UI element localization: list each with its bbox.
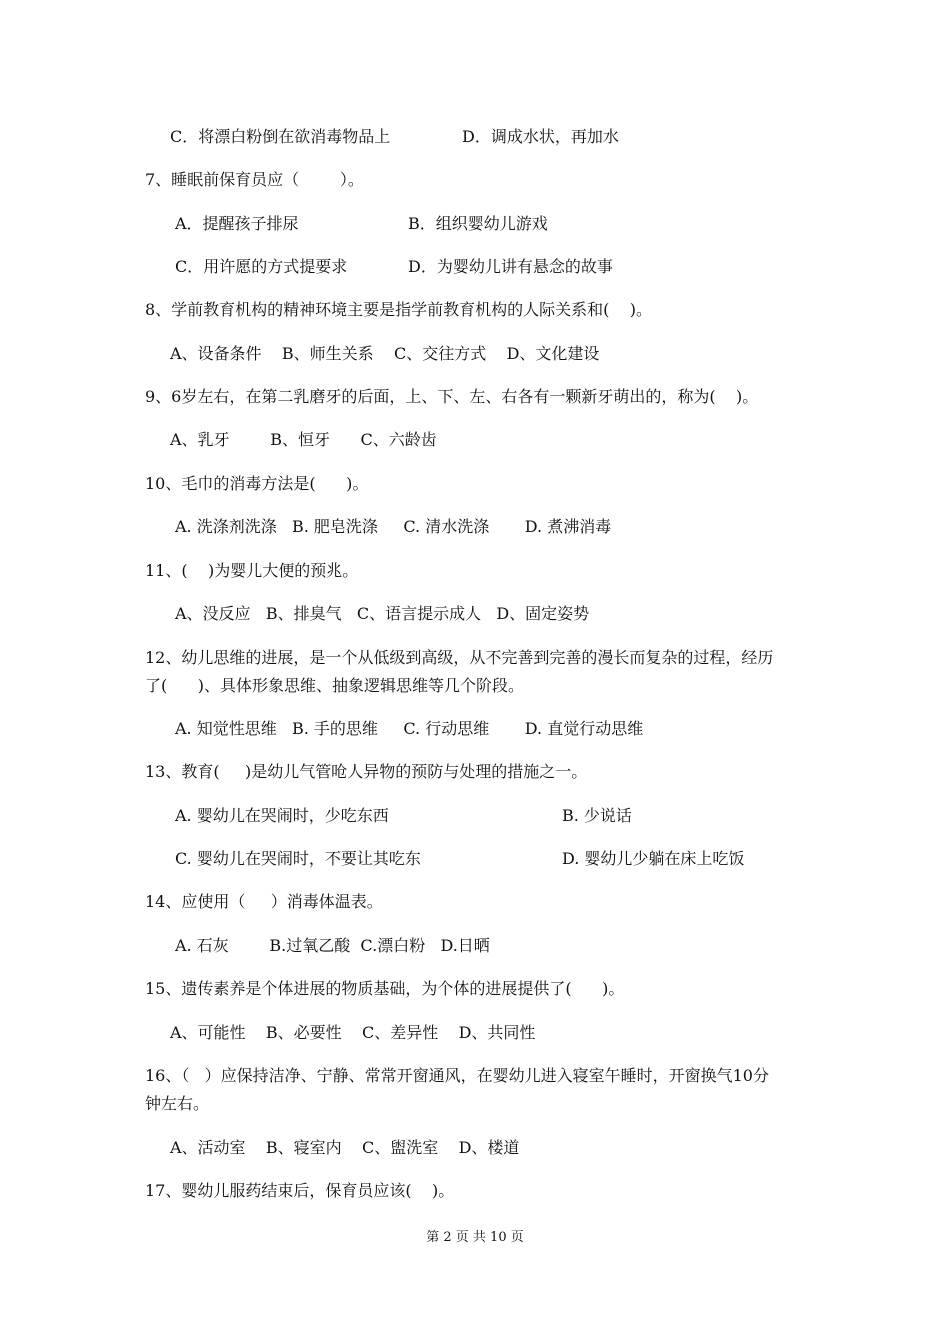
option-7a: A．提醒孩子排尿 <box>175 214 299 233</box>
option-13d: D. 婴幼儿少躺在床上吃饭 <box>562 849 745 868</box>
options-10: A. 洗涤剂洗涤 B. 肥皂洗涤 C. 清水洗涤 D. 煮沸消毒 <box>175 517 612 536</box>
question-8: 8、学前教育机构的精神环境主要是指学前教育机构的人际关系和( )。 <box>145 300 653 319</box>
option-7d: D．为婴幼儿讲有悬念的故事 <box>408 257 613 276</box>
options-14: A. 石灰 B.过氧乙酸 C.漂白粉 D.日晒 <box>175 936 490 955</box>
page-footer: 第 2 页 共 10 页 <box>426 1230 524 1245</box>
question-17: 17、婴幼儿服药结束后，保育员应该( )。 <box>145 1181 455 1200</box>
question-16-line2: 钟左右。 <box>145 1094 210 1113</box>
options-12: A. 知觉性思维 B. 手的思维 C. 行动思维 D. 直觉行动思维 <box>175 719 644 738</box>
question-7: 7、睡眠前保育员应（ ）。 <box>145 170 364 189</box>
options-11: A、没反应 B、排臭气 C、语言提示成人 D、固定姿势 <box>175 604 590 623</box>
option-13b: B. 少说话 <box>562 806 632 825</box>
options-16: A、活动室 B、寝室内 C、盥洗室 D、楼道 <box>170 1138 520 1157</box>
options-8: A、设备条件 B、师生关系 C、交往方式 D、文化建设 <box>170 344 600 363</box>
question-15: 15、遗传素养是个体进展的物质基础，为个体的进展提供了( )。 <box>145 979 625 998</box>
option-7b: B．组织婴幼儿游戏 <box>408 214 548 233</box>
option-6d: D．调成水状，再加水 <box>462 127 619 146</box>
question-13: 13、教育( )是幼儿气管呛人异物的预防与处理的措施之一。 <box>145 762 588 781</box>
options-9: A、乳牙 B、恒牙 C、六龄齿 <box>170 430 437 449</box>
question-14: 14、应使用（ ）消毒体温表。 <box>145 892 383 911</box>
option-13a: A. 婴幼儿在哭闹时，少吃东西 <box>175 806 389 825</box>
question-16-line1: 16、（ ）应保持洁净、宁静、常常开窗通风，在婴幼儿进入寝室午睡时，开窗换气10分 <box>145 1066 769 1085</box>
question-11: 11、( )为婴儿大便的预兆。 <box>145 561 359 580</box>
option-7c: C．用许愿的方式提要求 <box>175 257 348 276</box>
question-12-line1: 12、幼儿思维的进展，是一个从低级到高级，从不完善到完善的漫长而复杂的过程，经历 <box>145 648 774 667</box>
question-12-line2: 了( )、具体形象思维、抽象逻辑思维等几个阶段。 <box>145 676 525 695</box>
question-10: 10、毛巾的消毒方法是( )。 <box>145 474 369 493</box>
question-9: 9、6岁左右，在第二乳磨牙的后面，上、下、左、右各有一颗新牙萌出的，称为( )。 <box>145 387 759 406</box>
option-6c: C．将漂白粉倒在欲消毒物品上 <box>170 127 391 146</box>
options-15: A、可能性 B、必要性 C、差异性 D、共同性 <box>170 1023 536 1042</box>
option-13c: C. 婴幼儿在哭闹时，不要让其吃东 <box>175 849 421 868</box>
